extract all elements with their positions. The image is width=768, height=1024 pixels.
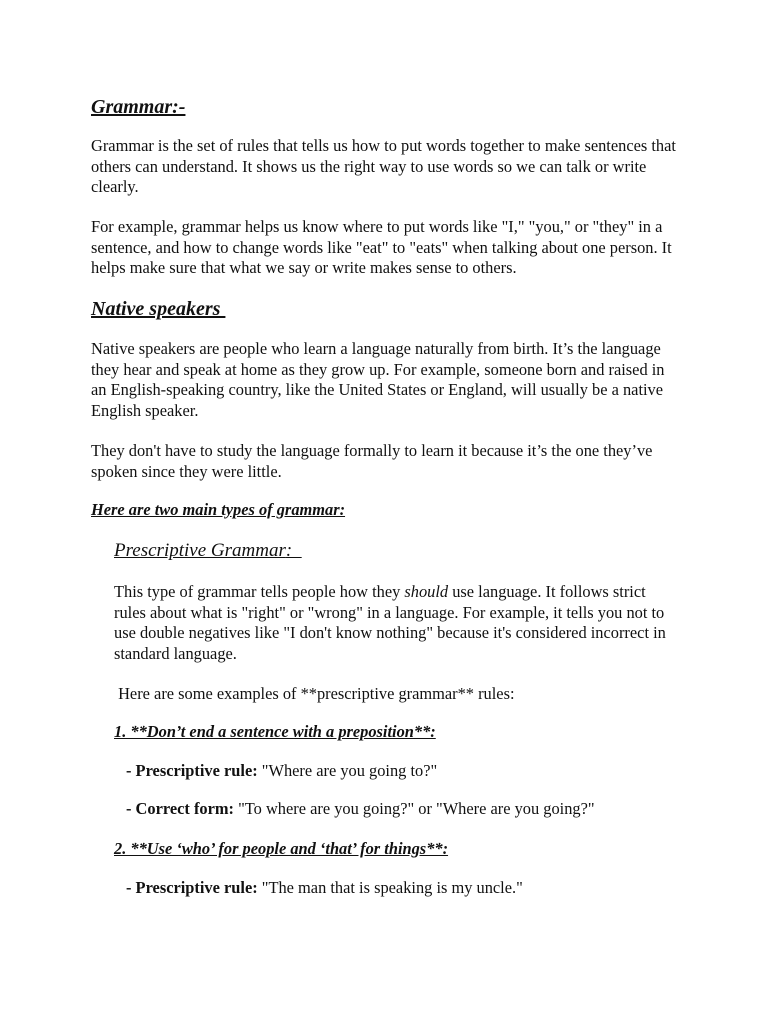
native-paragraph-2: They don't have to study the language formally to learn it because it’s the one they’ve spoken since they were little. <box>91 441 653 481</box>
grammar-paragraph-1: Grammar is the set of rules that tells us how to put words together to make sentences that others can understand. It shows us the right way to use words so we can talk or write clearly. <box>91 136 676 197</box>
native-speakers-heading <box>91 297 681 321</box>
rule-2-title: 2. **Use ‘who’ for people and ‘that’ for things**: <box>114 839 449 858</box>
prescriptive-intro-after: use language. It follows strict rules about what is "right" or "wrong" in a language. For example, it tells you not to use double negatives like "I don't know nothing" because it's considered incorrect in standard language. <box>114 582 666 663</box>
rule-1-line-2-text: "To where are you going?" or "Where are you going?" <box>234 799 595 818</box>
prescriptive-intro-before: This type of grammar tells people how they <box>114 582 405 601</box>
prescriptive-intro-emphasis: should <box>404 582 449 601</box>
grammar-paragraph-2: For example, grammar helps us know where to put words like "I," "you," or "they" in a sentence, and how to change words like "eat" to "eats" when talking about one person. It helps make sure that what we say or write makes sense to others. <box>91 217 672 278</box>
rule-1-title: 1. **Don’t end a sentence with a preposition**: <box>114 722 436 741</box>
native-paragraph-1: Native speakers are people who learn a language naturally from birth. It’s the language they hear and speak at home as they grow up. For example, someone born and raised in an English-speaking country, like the United States or England, will usually be a native English speaker. <box>91 339 665 420</box>
prescriptive-heading <box>114 539 674 562</box>
rule-1-line-2-label: - Correct form: <box>126 799 234 818</box>
prescriptive-heading-suffix: : <box>285 540 302 561</box>
prescriptive-intro <box>114 582 674 664</box>
prescriptive-examples-intro: Here are some examples of **prescriptive grammar** rules: <box>114 684 515 703</box>
rule-1-line-2 <box>126 799 686 820</box>
native-speakers-heading-text: Native speakers <box>91 298 226 320</box>
rule-2-line-1-label: - Prescriptive rule: <box>126 878 258 897</box>
rule-1-line-1 <box>126 761 686 782</box>
prescriptive-heading-text: Prescriptive Grammar <box>114 540 286 561</box>
rule-2-line-1-text: "The man that is speaking is my uncle." <box>257 878 523 897</box>
grammar-heading: Grammar:- <box>91 96 186 118</box>
rule-1-line-1-label: - Prescriptive rule: <box>126 761 258 780</box>
rule-2-line-1 <box>126 878 686 899</box>
rule-1-line-1-text: "Where are you going to?" <box>257 761 438 780</box>
types-heading: Here are two main types of grammar: <box>91 500 346 519</box>
